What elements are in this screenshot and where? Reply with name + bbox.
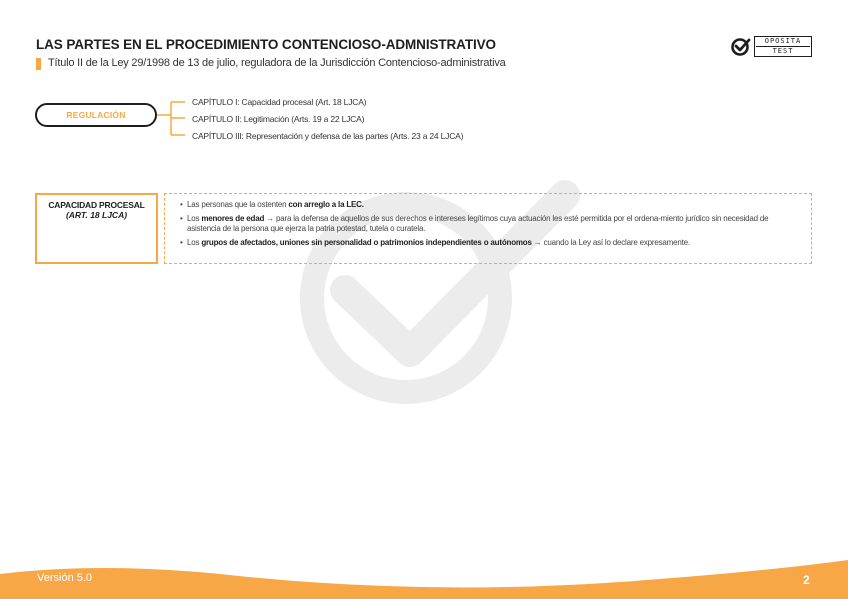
capacidad-title: CAPACIDAD PROCESAL [48, 200, 145, 210]
footer-wave [0, 560, 848, 599]
capacidad-subtitle: (ART. 18 LJCA) [65, 210, 128, 220]
brand-logo [754, 36, 812, 57]
chapter-3: CAPÍTULO III: Representación y defensa de las partes (Arts. 23 a 24 LJCA) [192, 131, 464, 141]
chapter-2: CAPÍTULO II: Legitimación (Arts. 19 a 22 LJCA) [192, 114, 365, 124]
regulacion-pill: REGULACIÓN [35, 103, 157, 127]
list-item: • Los grupos de afectados, uniones sin personalidad o patrimonios independientes o autónomos → cuando la Ley así lo declare expresamente. [187, 238, 803, 248]
list-item: • Los menores de edad → para la defensa de aquellos de sus derechos e intereses legítimos cuya actuación les esté permitida por el ordena-miento jurídico sin necesidad de asistencia de la persona que ejerza la patria potestad, tutela o curatela. [187, 214, 803, 234]
page-number: 2 [803, 573, 810, 587]
page-subtitle: Título II de la Ley 29/1998 de 13 de julio, reguladora de la Jurisdicción Contencioso-administrativa [48, 57, 506, 69]
chapter-bracket [157, 101, 187, 141]
version-label: Versión 5.0 [37, 572, 93, 584]
logo-line2: TEST [756, 46, 810, 56]
check-circle-icon [730, 35, 754, 59]
capacidad-content [164, 193, 812, 264]
chapter-1: CAPÍTULO I: Capacidad procesal (Art. 18 LJCA) [192, 97, 367, 107]
capacidad-procesal-box [35, 193, 158, 264]
page-title: LAS PARTES EN EL PROCEDIMIENTO CONTENCIOSO-ADMNISTRATIVO [36, 37, 496, 52]
logo-line1: OPOSITA [764, 37, 802, 45]
list-item: • Las personas que la ostenten con arreglo a la LEC. [187, 200, 803, 210]
subtitle-accent-bar [36, 58, 41, 70]
